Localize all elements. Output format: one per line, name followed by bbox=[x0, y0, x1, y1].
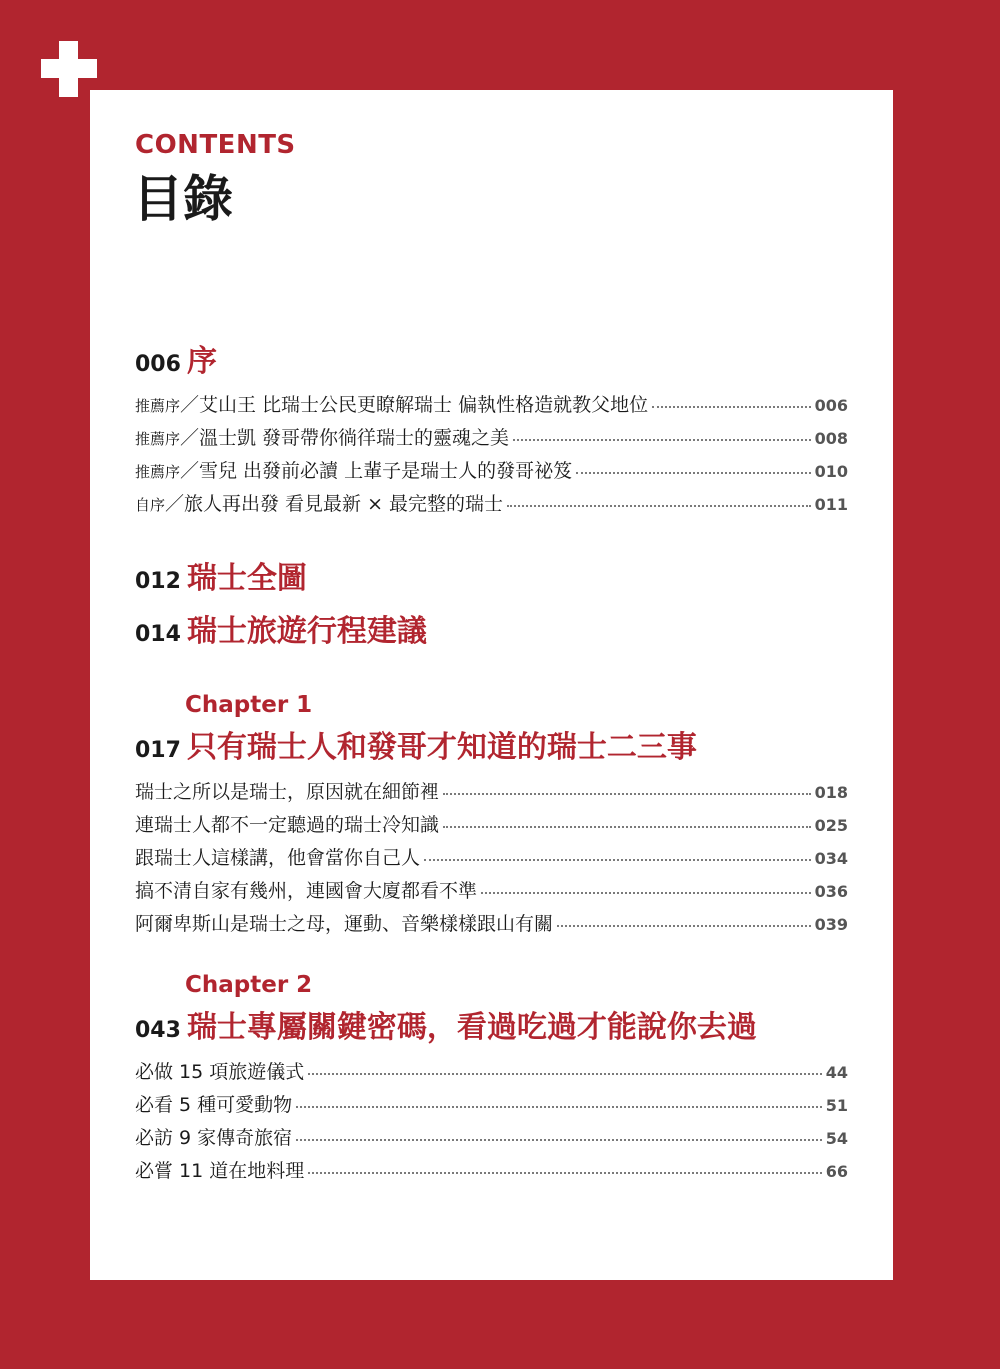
dot-leader bbox=[296, 1139, 822, 1141]
contents-card bbox=[90, 90, 893, 1280]
page-number: 54 bbox=[825, 1129, 848, 1148]
section-number: 043 bbox=[135, 1018, 181, 1043]
toc-entry[interactable]: 自序 ／旅人再出發 看見最新 × 最完整的瑞士 011 bbox=[135, 493, 848, 515]
page-number: 66 bbox=[825, 1162, 848, 1181]
chapter-label: Chapter 2 bbox=[185, 972, 313, 998]
dot-leader bbox=[308, 1172, 821, 1174]
toc-entry[interactable]: 必嘗 11 道在地料理 66 bbox=[135, 1160, 848, 1182]
page-number: 008 bbox=[814, 429, 848, 448]
page-number: 010 bbox=[814, 462, 848, 481]
page-number: 034 bbox=[814, 849, 848, 868]
dot-leader bbox=[513, 439, 811, 441]
dot-leader bbox=[507, 505, 811, 507]
dot-leader bbox=[557, 925, 811, 927]
section-number: 017 bbox=[135, 738, 181, 763]
section-heading[interactable] bbox=[135, 606, 427, 650]
toc-entry[interactable]: 必看 5 種可愛動物 51 bbox=[135, 1094, 848, 1116]
toc-entry[interactable]: 推薦序 ／艾山王 比瑞士公民更瞭解瑞士 偏執性格造就教父地位 006 bbox=[135, 394, 848, 416]
dot-leader bbox=[308, 1073, 821, 1075]
section-title: 瑞士旅遊行程建議 bbox=[186, 614, 427, 649]
contents-label: CONTENTS bbox=[135, 130, 296, 160]
dot-leader bbox=[296, 1106, 822, 1108]
section-number: 014 bbox=[135, 622, 181, 647]
page-number: 51 bbox=[825, 1096, 848, 1115]
dot-leader bbox=[424, 859, 811, 861]
toc-entry[interactable]: 搞不清自家有幾州，連國會大廈都看不準 036 bbox=[135, 880, 848, 902]
toc-entry[interactable]: 推薦序 ／溫士凱 發哥帶你徜徉瑞士的靈魂之美 008 bbox=[135, 427, 848, 449]
page-number: 44 bbox=[825, 1063, 848, 1082]
section-title: 瑞士專屬關鍵密碼，看過吃過才能說你去過 bbox=[186, 1010, 757, 1045]
section-title: 序 bbox=[186, 344, 217, 379]
dot-leader bbox=[443, 793, 811, 795]
dot-leader bbox=[443, 826, 811, 828]
section-heading[interactable] bbox=[135, 336, 217, 380]
page-number: 018 bbox=[814, 783, 848, 802]
toc-entry[interactable]: 阿爾卑斯山是瑞士之母，運動、音樂樣樣跟山有關 039 bbox=[135, 913, 848, 935]
toc-entry[interactable]: 必做 15 項旅遊儀式 44 bbox=[135, 1061, 848, 1083]
page-number: 025 bbox=[814, 816, 848, 835]
chapter-label: Chapter 1 bbox=[185, 692, 313, 718]
section-number: 012 bbox=[135, 569, 181, 594]
section-heading[interactable] bbox=[135, 1002, 757, 1046]
section-heading[interactable] bbox=[135, 553, 307, 597]
page-title: 目錄 bbox=[133, 170, 233, 228]
section-number: 006 bbox=[135, 352, 181, 377]
section-title: 瑞士全圖 bbox=[186, 561, 307, 596]
dot-leader bbox=[652, 406, 810, 408]
dot-leader bbox=[481, 892, 811, 894]
section-title: 只有瑞士人和發哥才知道的瑞士二三事 bbox=[186, 730, 697, 765]
dot-leader bbox=[576, 472, 810, 474]
toc-entry[interactable]: 連瑞士人都不一定聽過的瑞士冷知識 025 bbox=[135, 814, 848, 836]
page-number: 036 bbox=[814, 882, 848, 901]
toc-entry[interactable]: 跟瑞士人這樣講，他會當你自己人 034 bbox=[135, 847, 848, 869]
toc-entry[interactable]: 推薦序 ／雪兒 出發前必讀 上輩子是瑞士人的發哥祕笈 010 bbox=[135, 460, 848, 482]
swiss-cross-icon bbox=[0, 0, 100, 100]
section-heading[interactable] bbox=[135, 722, 697, 766]
toc-entry[interactable]: 必訪 9 家傳奇旅宿 54 bbox=[135, 1127, 848, 1149]
toc-entry[interactable]: 瑞士之所以是瑞士，原因就在細節裡 018 bbox=[135, 781, 848, 803]
page-number: 006 bbox=[814, 396, 848, 415]
page-number: 039 bbox=[814, 915, 848, 934]
page-number: 011 bbox=[814, 495, 848, 514]
